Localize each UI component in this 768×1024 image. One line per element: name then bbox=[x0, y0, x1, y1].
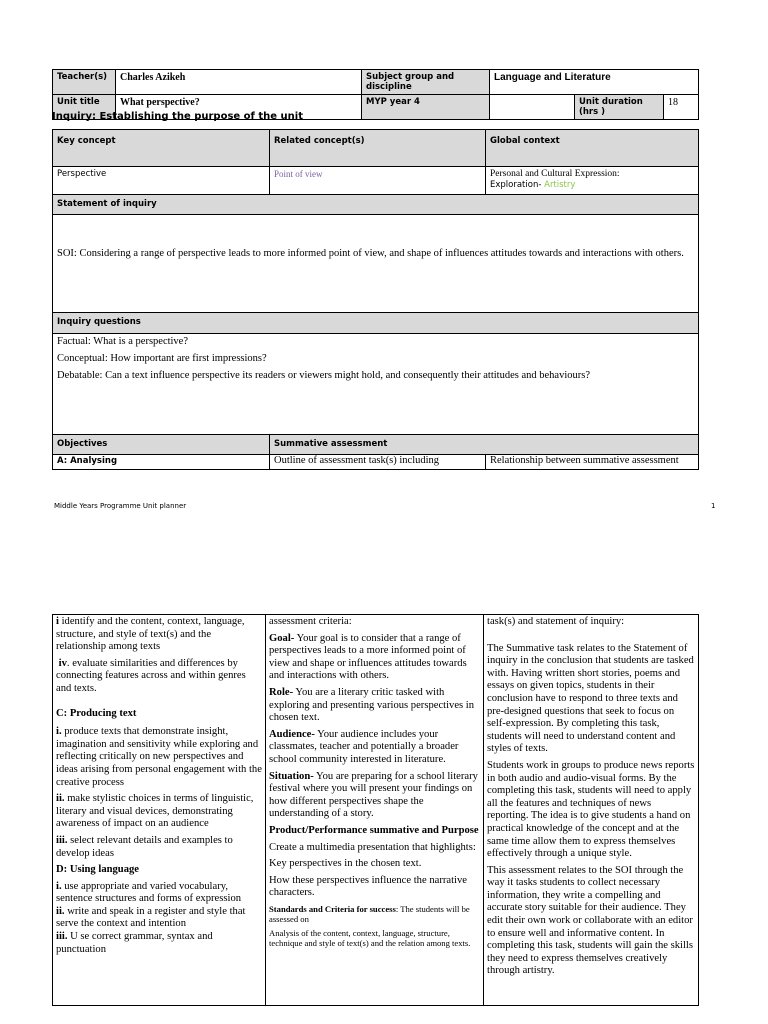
objectives-label: Objectives bbox=[53, 435, 270, 455]
statement-label: Statement of inquiry bbox=[53, 195, 699, 215]
objective-c-ii: ii. make stylistic choices in terms of linguistic, literary and visual devices, demonstrating awareness of impact on an audience bbox=[56, 793, 254, 830]
product-heading: Product/Performance summative and Purpose bbox=[269, 824, 479, 836]
objective-d-i: i. use appropriate and varied vocabulary, sentence structures and forms of expression bbox=[56, 880, 242, 905]
global-context-line1: Personal and Cultural Expression: bbox=[490, 169, 620, 179]
duration-label: Unit duration (hrs ) bbox=[575, 95, 664, 120]
objective-d-iii: iii. U se correct grammar, syntax and punctuation bbox=[56, 931, 213, 955]
inquiry-questions-label: Inquiry questions bbox=[53, 313, 699, 334]
objective-d-ii: ii. write and speak in a register and style that serve the context and intention bbox=[56, 905, 246, 930]
inquiry-table bbox=[52, 129, 699, 470]
relationship-text: Relationship between summative assessment bbox=[486, 455, 699, 470]
related-concept-value: Point of view bbox=[270, 167, 486, 195]
related-concept-label: Related concept(s) bbox=[270, 130, 486, 167]
relationship-column bbox=[484, 615, 699, 1006]
objective-c-iii: iii. select relevant details and examples to develop ideas bbox=[56, 834, 233, 859]
unit-title-value: What perspective? bbox=[116, 95, 362, 120]
analysis-paragraph: Analysis of the content, context, language, structure, technique and style of text(s) and the relation among texts. bbox=[269, 927, 471, 948]
duration-value: 18 bbox=[664, 95, 699, 120]
relationship-paragraph-1: The Summative task relates to the Statement of inquiry in the conclusion that students are tasked with. Having written short stories, poems and essays on given topics, students in their conclusion have to respond to three texts and pre-designed questions that seek to focus on self-expression. By completing this task, students will need to understand content and styles of texts. bbox=[487, 642, 694, 755]
goal-paragraph: Goal- Your goal is to consider that a range of perspectives leads to a more informed point of view and shape or influences attitudes towards and interactions with others. bbox=[269, 632, 467, 682]
exploration-value: Artistry bbox=[544, 180, 576, 190]
situation-paragraph: Situation- You are preparing for a school literary festival where you will present your findings on how different perspectives shape the understanding of a story. bbox=[269, 770, 478, 820]
standards-paragraph: Standards and Criteria for success: The students will be assessed on bbox=[269, 903, 470, 924]
relationship-paragraph-2: Students work in groups to produce news reports in both audio and audio-visual forms. By the completing this task, students will need to apply all the features and techniques of news reporting. The idea is to give students a hand on practical knowledge of the concept and at the same time allow them to express themselves effectively through a unique style. bbox=[487, 759, 695, 860]
inquiry-questions-cell bbox=[53, 334, 699, 435]
assessment-table bbox=[52, 614, 699, 1006]
teacher-value: Charles Azikeh bbox=[116, 70, 362, 95]
footer-title: Middle Years Programme Unit planner bbox=[54, 502, 187, 510]
criterion-c-heading: C: Producing text bbox=[56, 707, 137, 719]
analysing-label: A: Analysing bbox=[53, 455, 270, 470]
debatable-question: Debatable: Can a text influence perspective its readers or viewers might hold, and consequently their attitudes and behaviours? bbox=[57, 370, 590, 381]
role-paragraph: Role- You are a literary critic tasked with exploring and presenting various perspectives in chosen text. bbox=[269, 686, 475, 724]
inquiry-heading: Inquiry: Establishing the purpose of the unit bbox=[52, 111, 303, 122]
audience-paragraph: Audience- Your audience includes your classmates, teacher and potentially a broader school community interested in literature. bbox=[269, 728, 459, 765]
summative-label: Summative assessment bbox=[270, 435, 699, 455]
key-concept-label: Key concept bbox=[53, 130, 270, 167]
teacher-label: Teacher(s) bbox=[53, 70, 116, 95]
exploration-label: Exploration- bbox=[490, 180, 545, 190]
subject-label: Subject group and discipline bbox=[362, 70, 490, 95]
unit-title-label: Unit title bbox=[53, 95, 116, 120]
statement-text: SOI: Considering a range of perspective leads to more informed point of view, and shape of influences attitudes towards and interactions with others. bbox=[53, 215, 699, 313]
key-concept-value: Perspective bbox=[53, 167, 270, 195]
outline-text: Outline of assessment task(s) including bbox=[270, 455, 486, 470]
objective-c-i: i. produce texts that demonstrate insight, imagination and sensitivity while exploring and reflecting critically on new perspectives and ideas arising from personal engagement with the creative process bbox=[56, 726, 262, 788]
influence-paragraph: How these perspectives influence the narrative characters. bbox=[269, 874, 467, 899]
key-perspectives-paragraph: Key perspectives in the chosen text. bbox=[269, 858, 422, 870]
assessment-criteria-intro: assessment criteria: bbox=[269, 616, 352, 627]
criterion-d-heading: D: Using language bbox=[56, 864, 139, 876]
conceptual-question: Conceptual: How important are first impressions? bbox=[57, 353, 267, 364]
relationship-paragraph-3: This assessment relates to the SOI through the way it tasks students to collect necessary information, they write a compelling and accurate story suitable for their audience. They edit their own work or collaborate with an editor to ensure well and informative content. In completing this task, students will gain the skills they need to express themselves creatively through artistry. bbox=[487, 864, 693, 977]
objectives-column bbox=[53, 615, 266, 1006]
objective-a-iv: iv. evaluate similarities and differences by connecting features across and within genres and texts. bbox=[56, 657, 246, 694]
create-paragraph: Create a multimedia presentation that highlights: bbox=[269, 841, 476, 853]
subject-value: Language and Literature bbox=[490, 70, 699, 95]
global-context-value bbox=[486, 167, 699, 195]
global-context-label: Global context bbox=[486, 130, 699, 167]
relationship-intro: task(s) and statement of inquiry: bbox=[487, 616, 625, 627]
page-number: 1 bbox=[711, 502, 716, 510]
summative-column bbox=[266, 615, 484, 1006]
factual-question: Factual: What is a perspective? bbox=[57, 336, 189, 347]
objective-a-i: i identify and the content, context, language, structure, and style of text(s) and the relationship among texts bbox=[56, 616, 245, 653]
myp-year-value bbox=[490, 95, 575, 120]
myp-year-label: MYP year 4 bbox=[362, 95, 490, 120]
